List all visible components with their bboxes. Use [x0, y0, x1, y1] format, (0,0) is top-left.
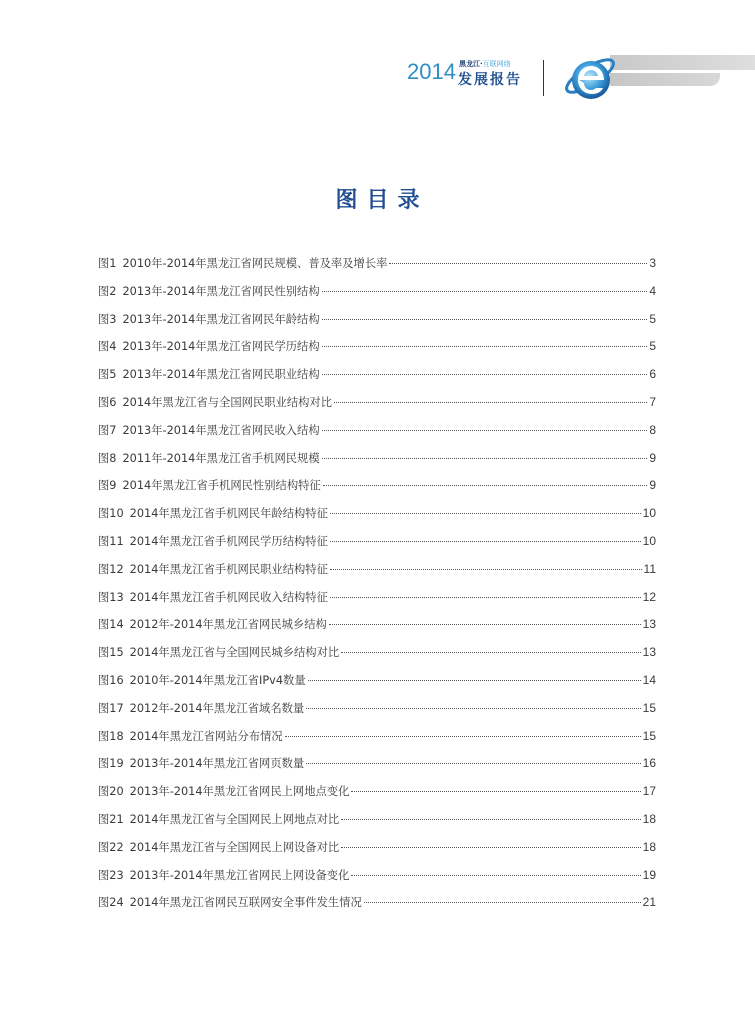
figure-label: 图14 [98, 618, 124, 632]
toc-entry[interactable] [98, 810, 656, 838]
header-region: 黑龙江· [459, 60, 483, 68]
toc-entry[interactable] [98, 615, 656, 643]
figure-title: 2010年-2014年黑龙江省网民规模、普及率及增长率 [122, 257, 388, 270]
toc-entry[interactable] [98, 560, 656, 588]
figure-label: 图15 [98, 646, 124, 660]
figure-title: 2010年-2014年黑龙江省IPv4数量 [129, 673, 306, 687]
toc-entry[interactable] [98, 421, 656, 449]
toc-entry[interactable] [98, 893, 656, 921]
toc-entry[interactable] [98, 782, 656, 810]
figure-label: 图12 [98, 562, 124, 576]
figure-label: 图2 [98, 284, 117, 298]
dot-leader [306, 763, 640, 764]
page-title: 图目录 [335, 187, 429, 213]
figure-title: 2011年-2014年黑龙江省手机网民规模 [122, 451, 320, 465]
page-number: 13 [642, 645, 656, 660]
toc-entry[interactable] [98, 476, 656, 504]
dot-leader [322, 291, 648, 292]
header-report-title: 发展报告 [458, 72, 522, 88]
page-number: 15 [642, 728, 656, 743]
figure-title: 2014年黑龙江省手机网民性别结构特征 [122, 479, 321, 493]
figure-title: 2014年黑龙江省手机网民收入结构特征 [129, 590, 328, 604]
figure-title: 2014年黑龙江省网民互联网安全事件发生情况 [129, 896, 362, 910]
toc-entry[interactable] [98, 282, 656, 310]
header-subtitle [459, 60, 511, 69]
page-number: 15 [642, 700, 656, 715]
page-number: 13 [642, 617, 656, 632]
page-number: 10 [642, 506, 656, 521]
page-number: 17 [642, 784, 656, 799]
ie-e-logo-icon [560, 50, 620, 106]
dot-leader [329, 624, 641, 625]
dot-leader [322, 458, 648, 459]
figure-label: 图24 [98, 896, 124, 910]
dot-leader [323, 485, 648, 486]
figure-label: 图8 [98, 451, 117, 465]
figure-label: 图11 [98, 534, 124, 548]
figure-title: 2014年黑龙江省与全国网民上网设备对比 [129, 840, 340, 854]
dot-leader [330, 569, 642, 570]
toc-entry[interactable] [98, 449, 656, 477]
dot-leader [341, 652, 640, 653]
page-number: 14 [642, 672, 656, 687]
figure-label: 图7 [98, 423, 117, 437]
figure-title: 2013年-2014年黑龙江省网民性别结构 [122, 284, 320, 298]
page-number: 4 [649, 283, 656, 298]
dot-leader [330, 541, 641, 542]
toc-entry[interactable] [98, 254, 656, 282]
page-number: 10 [642, 533, 656, 548]
page-number: 9 [649, 450, 656, 465]
toc-entry[interactable] [98, 866, 656, 894]
logo-bar-bottom [610, 73, 720, 86]
figure-title: 2014年黑龙江省手机网民年龄结构特征 [129, 507, 328, 521]
dot-leader [341, 847, 640, 848]
figure-label: 图16 [98, 673, 124, 687]
toc-entry[interactable] [98, 699, 656, 727]
toc-entry[interactable] [98, 754, 656, 782]
dot-leader [330, 597, 641, 598]
dot-leader [364, 902, 641, 903]
toc-entry[interactable] [98, 365, 656, 393]
dot-leader [351, 791, 640, 792]
figure-label: 图10 [98, 507, 124, 521]
page-number: 11 [643, 561, 656, 576]
figure-title: 2012年-2014年黑龙江省网民城乡结构 [129, 618, 327, 632]
dot-leader [389, 263, 647, 264]
dot-leader [308, 680, 641, 681]
dot-leader [330, 513, 641, 514]
header-topic: 互联网络 [482, 60, 511, 68]
dot-leader [285, 736, 641, 737]
figure-title: 2012年-2014年黑龙江省域名数量 [129, 701, 305, 715]
figure-label: 图1 [98, 257, 117, 270]
page-number: 16 [642, 756, 656, 771]
figure-title: 2014年黑龙江省网站分布情况 [129, 729, 283, 743]
page-number: 5 [649, 311, 656, 326]
dot-leader [334, 402, 647, 403]
dot-leader [306, 708, 640, 709]
toc-entry[interactable] [98, 310, 656, 338]
figure-title: 2014年黑龙江省与全国网民职业结构对比 [122, 395, 333, 409]
page-number: 8 [649, 422, 656, 437]
figure-label: 图18 [98, 729, 124, 743]
figure-title: 2013年-2014年黑龙江省网民上网设备变化 [129, 868, 350, 882]
toc-entry[interactable] [98, 671, 656, 699]
figure-list [98, 254, 656, 921]
header-year: 2014 [407, 59, 456, 84]
figure-title: 2013年-2014年黑龙江省网民收入结构 [122, 423, 320, 437]
figure-title: 2013年-2014年黑龙江省网民学历结构 [122, 340, 320, 354]
dot-leader [322, 374, 648, 375]
toc-entry[interactable] [98, 838, 656, 866]
toc-entry[interactable] [98, 643, 656, 671]
page-number: 18 [642, 839, 656, 854]
figure-label: 图22 [98, 840, 124, 854]
figure-title: 2014年黑龙江省与全国网民城乡结构对比 [129, 646, 340, 660]
figure-title: 2013年-2014年黑龙江省网民年龄结构 [122, 312, 320, 326]
dot-leader [341, 819, 640, 820]
figure-label: 图19 [98, 757, 124, 771]
figure-title: 2013年-2014年黑龙江省网民上网地点变化 [129, 785, 350, 799]
toc-entry[interactable] [98, 504, 656, 532]
dot-leader [322, 319, 648, 320]
figure-label: 图6 [98, 395, 117, 409]
page-header [0, 0, 755, 120]
figure-title: 2014年黑龙江省手机网民职业结构特征 [129, 562, 328, 576]
toc-entry[interactable] [98, 588, 656, 616]
toc-entry[interactable] [98, 337, 656, 365]
figure-label: 图20 [98, 785, 124, 799]
figure-title: 2013年-2014年黑龙江省网民职业结构 [122, 368, 320, 382]
header-divider [543, 60, 544, 96]
figure-title: 2014年黑龙江省与全国网民上网地点对比 [129, 812, 340, 826]
dot-leader [322, 346, 648, 347]
figure-label: 图5 [98, 368, 117, 382]
logo-bar-top [610, 55, 755, 70]
figure-title: 2013年-2014年黑龙江省网页数量 [129, 757, 305, 771]
dot-leader [351, 875, 640, 876]
page-number: 9 [649, 478, 656, 493]
page-number: 19 [642, 867, 656, 882]
dot-leader [322, 430, 648, 431]
figure-label: 图3 [98, 312, 117, 326]
page-number: 21 [642, 895, 656, 910]
figure-label: 图21 [98, 812, 124, 826]
toc-entry[interactable] [98, 532, 656, 560]
figure-label: 图17 [98, 701, 124, 715]
toc-entry[interactable] [98, 393, 656, 421]
figure-label: 图9 [98, 479, 117, 493]
page-number: 6 [649, 367, 656, 382]
page-number: 5 [649, 339, 656, 354]
page-number: 12 [642, 589, 656, 604]
page-number: 3 [649, 256, 656, 270]
figure-title: 2014年黑龙江省手机网民学历结构特征 [129, 534, 328, 548]
figure-label: 图13 [98, 590, 124, 604]
page-number: 7 [649, 394, 656, 409]
figure-label: 图4 [98, 340, 117, 354]
page-number: 18 [642, 811, 656, 826]
figure-label: 图23 [98, 868, 124, 882]
toc-entry[interactable] [98, 727, 656, 755]
